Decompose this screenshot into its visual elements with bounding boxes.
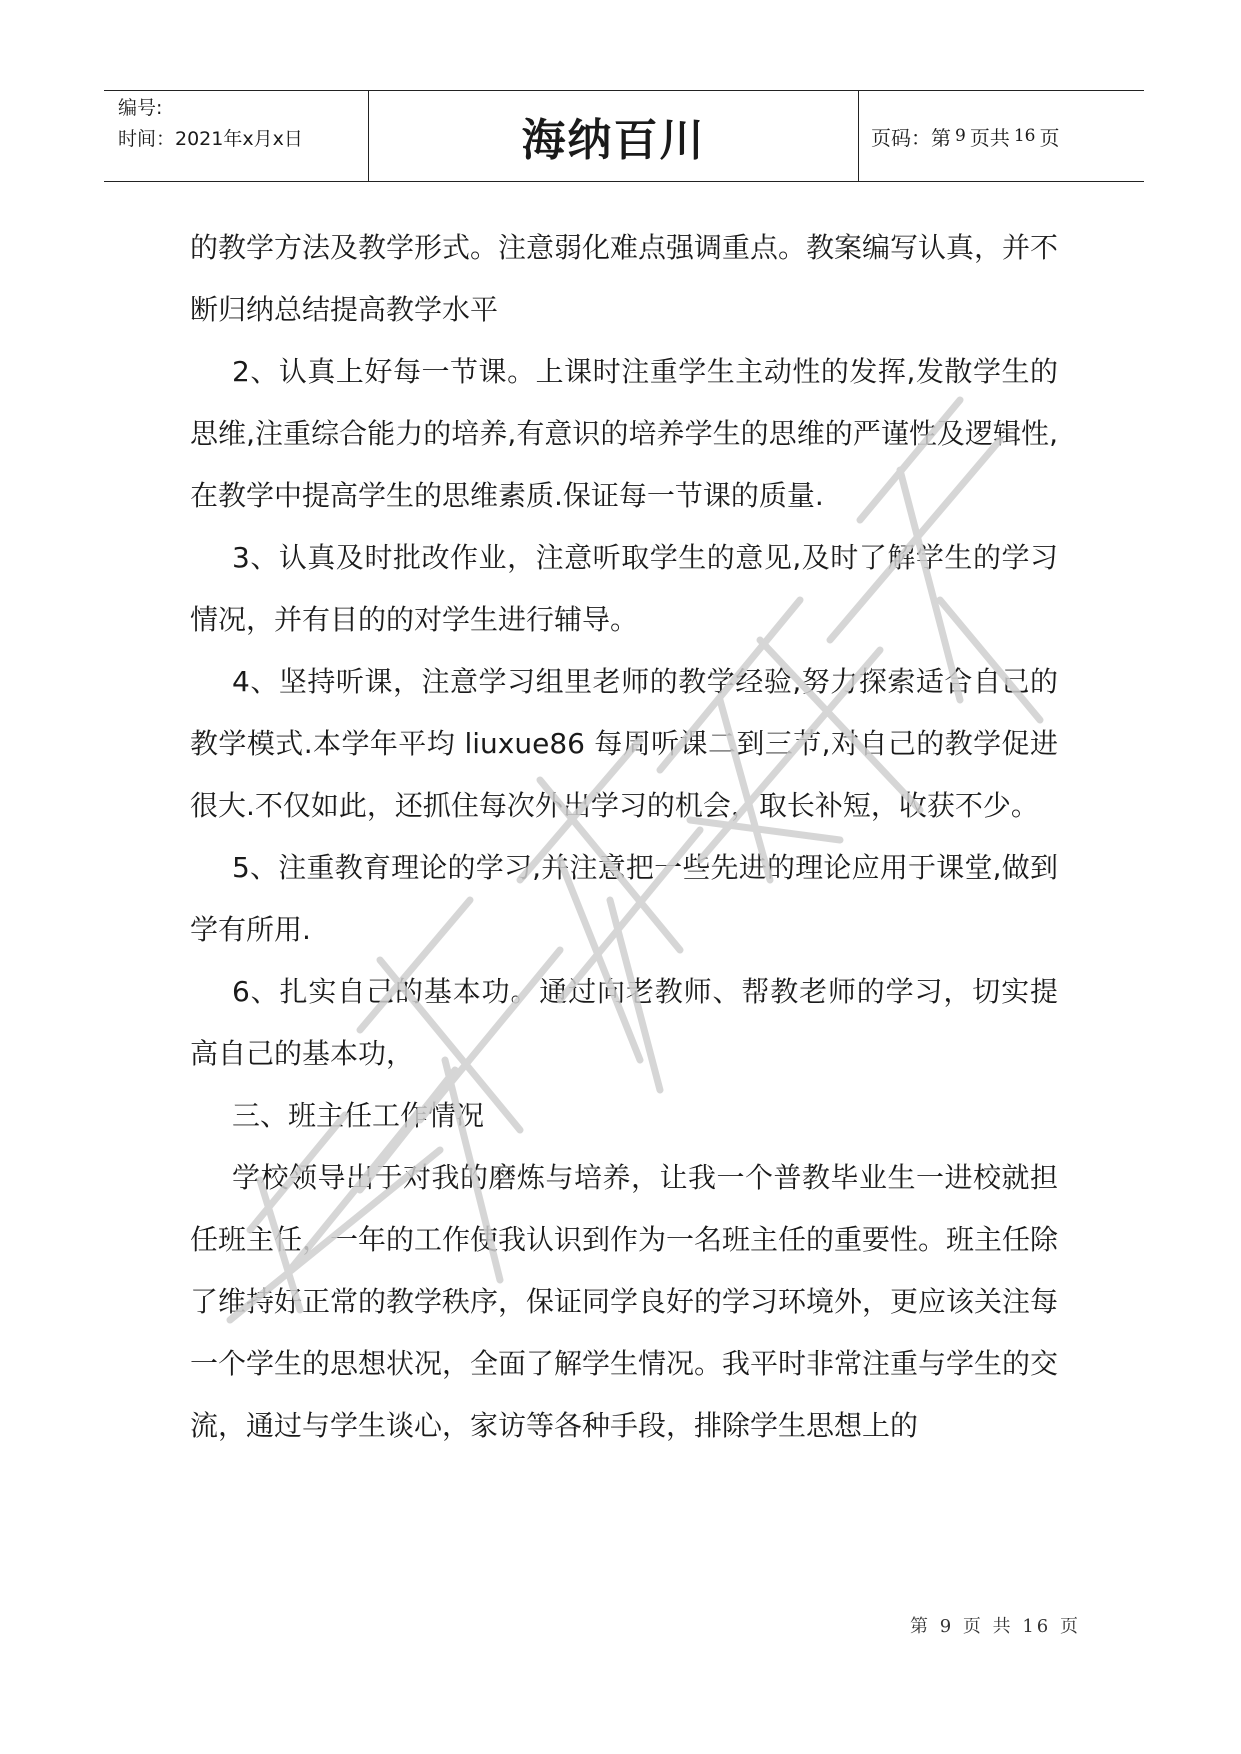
page-suffix: 页	[1039, 125, 1060, 150]
header-title: 海纳百川	[369, 91, 859, 181]
section-heading: 三、班主任工作情况	[232, 1099, 485, 1132]
header-meta	[104, 91, 369, 181]
body-paragraph: 2、认真上好每一节课。上课时注重学生主动性的发挥,发散学生的思维,注重综合能力的培养,有意识的培养学生的思维的严谨性及逻辑性,在教学中提高学生的思维素质.保证每一节课的质量.	[190, 355, 1058, 512]
page-footer: 第 9 页 共 16 页	[910, 1616, 1081, 1637]
page-total: 16	[1013, 126, 1036, 146]
body-paragraph: 的教学方法及教学形式。注意弱化难点强调重点。教案编写认真，并不断归纳总结提高教学水平	[190, 231, 1059, 326]
document-header	[104, 90, 1144, 182]
document-time-label: 时间：2021年x月x日	[118, 128, 303, 150]
body-paragraph: 学校领导出于对我的磨炼与培养，让我一个普教毕业生一进校就担任班主任，一年的工作使我认识到作为一名班主任的重要性。班主任除了维持好正常的教学秩序，保证同学良好的学习环境外，更应该关注每一个学生的思想状况，全面了解学生情况。我平时非常注重与学生的交流，通过与学生谈心，家访等各种手段，排除学生思想上的	[190, 1161, 1059, 1442]
body-paragraph: 6、扎实自己的基本功。通过向老教师、帮教老师的学习，切实提高自己的基本功，	[190, 975, 1058, 1070]
document-body	[190, 217, 1058, 1457]
body-paragraph: 3、认真及时批改作业，注意听取学生的意见,及时了解学生的学习情况，并有目的的对学生进行辅导。	[190, 541, 1058, 636]
document-number-label: 编号:	[118, 97, 163, 119]
body-paragraph: 5、注重教育理论的学习,并注意把一些先进的理论应用于课堂,做到学有所用.	[190, 851, 1058, 946]
page-middle: 页共	[969, 125, 1010, 150]
page-prefix: 页码：第	[871, 125, 951, 150]
body-paragraph: 4、坚持听课，注意学习组里老师的教学经验,努力探索适合自己的教学模式.本学年平均 liuxue86 每周听课二到三节,对自己的教学促进很大.不仅如此，还抓住每次外出学习的机会，取长补短，收获不少。	[190, 665, 1058, 822]
header-page-info	[859, 91, 1144, 181]
page-current: 9	[955, 126, 966, 146]
